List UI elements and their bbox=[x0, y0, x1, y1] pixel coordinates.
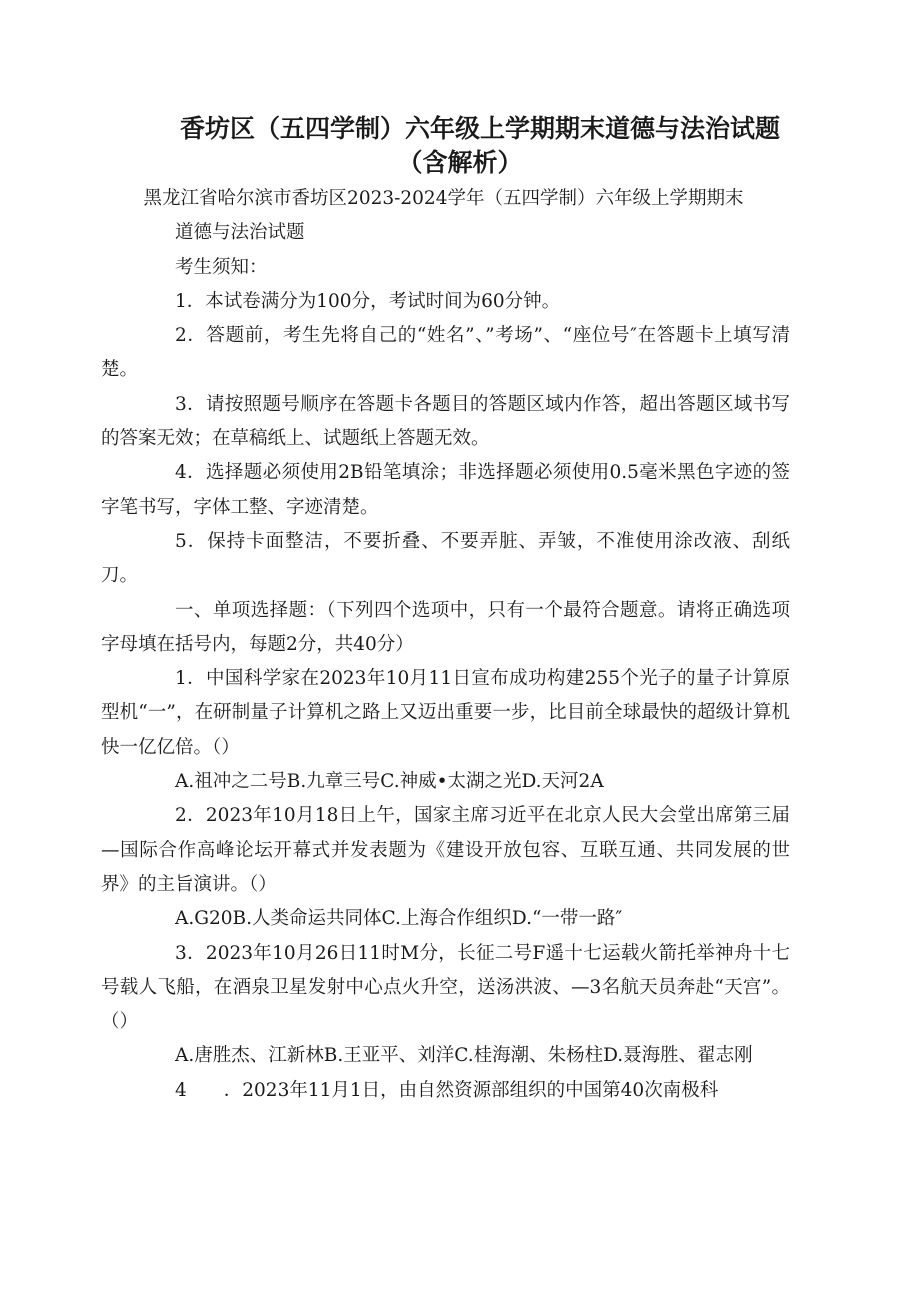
document-body bbox=[101, 182, 790, 1108]
question: 2．2023年10月18日上午，国家主席习近平在北京人民大会堂出席第三届—国际合作高峰论坛开幕式并发表题为《建设开放包容、互联互通、共同发展的世界》的主旨演讲。（） bbox=[101, 805, 790, 895]
subtitle-line: 黑龙江省哈尔滨市香坊区2023-2024学年（五四学制）六年级上学期期末 bbox=[143, 188, 744, 209]
question: 4 ．2023年11月1日，由自然资源部组织的中国第40次南极科 bbox=[175, 1079, 719, 1101]
notice-heading: 考生须知： bbox=[175, 256, 268, 278]
notice-item: 1．本试卷满分为100分，考试时间为60分钟。 bbox=[175, 290, 561, 312]
notice-item: 5．保持卡面整洁，不要折叠、不要弄脏、弄皱，不准使用涂改液、刮纸刀。 bbox=[101, 530, 790, 587]
notice-item: 2．答题前，考生先将自己的“姓名”、”考场”、“座位号″在答题卡上填写清楚。 bbox=[101, 325, 790, 381]
document-title-suffix: （含解析） bbox=[397, 148, 523, 177]
question-options: A.唐胜杰、江新林B.王亚平、刘洋C.桂海潮、朱杨柱D.聂海胜、翟志刚 bbox=[175, 1045, 753, 1067]
notice-item: 4．选择题必须使用2B铅笔填涂；非选择题必须使用0.5毫米黑色字迹的签字笔书写，字体工整、字迹清楚。 bbox=[101, 462, 790, 518]
subtitle-subject: 道德与法治试题 bbox=[175, 222, 305, 244]
question-options: A.G20B.人类命运共同体C.上海合作组织D.“一带一路″ bbox=[175, 908, 623, 930]
document-title: 香坊区（五四学制）六年级上学期期末道德与法治试题 bbox=[179, 114, 780, 143]
question: 3．2023年10月26日11时M分，长征二号F遥十七运载火箭托举神舟十七号载人飞船，在酒泉卫星发射中心点火升空，送汤洪波、—3名航天员奔赴“天宫”。（） bbox=[101, 942, 790, 1033]
question: 1．中国科学家在2023年10月11日宣布成功构建255个光子的量子计算原型机“一”，在研制量子计算机之路上又迈出重要一步，比目前全球最快的超级计算机快一亿亿倍。（） bbox=[101, 668, 790, 758]
question-options: A.祖冲之二号B.九章三号C.神威•太湖之光D.天河2A bbox=[175, 771, 604, 793]
section-heading: 一、单项选择题：（下列四个选项中，只有一个最符合题意。请将正确选项字母填在括号内，每题2分，共40分） bbox=[101, 599, 790, 655]
notice-item: 3．请按照题号顺序在答题卡各题目的答题区域内作答，超出答题区域书写的答案无效；在草稿纸上、试题纸上答题无效。 bbox=[101, 393, 790, 450]
